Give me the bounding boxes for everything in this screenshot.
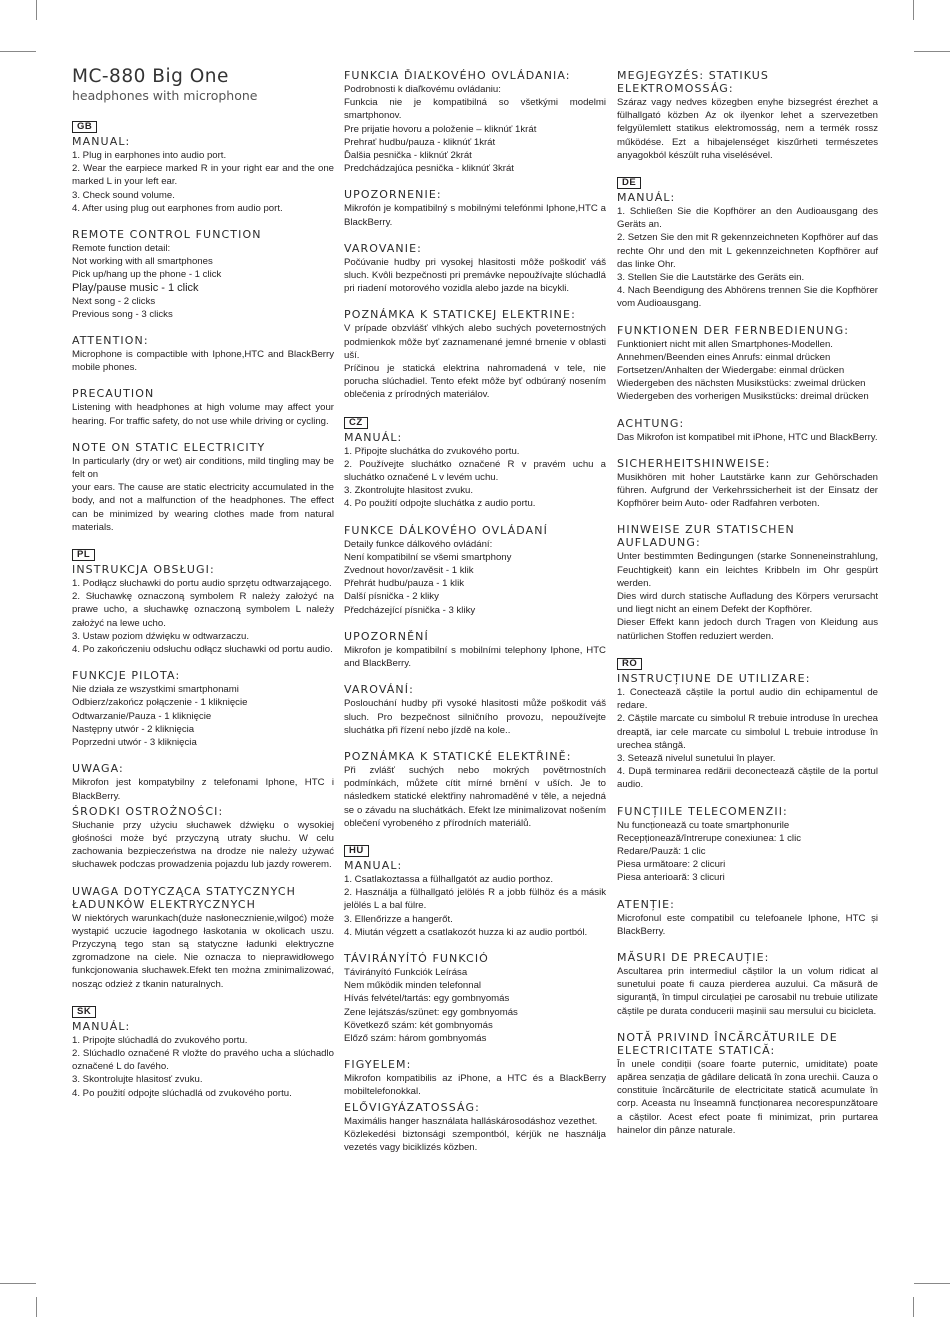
section-heading: UPOZORNENIE: [344, 188, 442, 202]
section-heading: REMOTE CONTROL FUNCTION [72, 228, 262, 242]
language-badge: CZ [344, 417, 368, 429]
section-text: Ďalšia pesnička - kliknúť 2krát [344, 150, 472, 162]
section-text: 2. Słuchawkę oznaczoną symbolem R należy założyć na prawe ucho, a słuchawkę oznaczoną symbolem L należy założyć na lewe ucho. [72, 591, 334, 629]
crop-mark [914, 1283, 950, 1284]
section-text: 3. Zkontrolujte hlasitost zvuku. [344, 485, 474, 497]
section-text: Není kompatibilní se všemi smartphony [344, 551, 512, 563]
section-text: Ascultarea prin intermediul căștilor la un volum ridicat al sunetului poate fi cauza pierderea auzului. Ca măsură de siguranță, în timpul circulației pe carosabil nu trebuie utilizate căștile pe durata conducerii mașinii sau mersului cu bicicleta. [617, 965, 878, 1017]
section [617, 656, 878, 792]
crop-mark [0, 51, 36, 52]
section-text: 1. Schließen Sie die Kopfhörer an den Audioausgang des Geräts an. [617, 206, 878, 231]
section-text-large: Play/pause music - 1 click [72, 281, 199, 294]
section-heading: SICHERHEITSHINWEISE: [617, 456, 771, 470]
section-text: Dies wird durch statische Aufladung des Körpers verursacht und liegt nicht an einem Defekt der Kopfhörer. [617, 591, 878, 616]
section-heading: MANUAL: [344, 858, 403, 872]
section-text: Recepționează/întrerupe conexiunea: 1 clic [617, 832, 801, 844]
section-text: Previous song - 3 clicks [72, 308, 173, 320]
section [72, 228, 334, 321]
section [72, 762, 334, 871]
section [617, 523, 878, 642]
section-text: 3. Ustaw poziom dźwięku w odtwarzaczu. [72, 630, 250, 642]
column-1 [72, 66, 334, 1113]
section-text: Előző szám: három gombnyomás [344, 1032, 487, 1044]
section-heading: UWAGA: [72, 762, 124, 776]
section-text: 3. Stellen Sie die Lautstärke des Geräts ein. [617, 272, 805, 284]
section-text: 1. Csatlakoztassa a fülhallgatót az audio porthoz. [344, 873, 554, 885]
column-3 [617, 69, 878, 1150]
crop-mark [914, 51, 950, 52]
section [344, 1058, 606, 1154]
section-text: 2. Setzen Sie den mit R gekennzeichneten Kopfhörer auf das rechte Ohr und den mit L gekennzeichneten Kopfhörer auf das linke Ohr. [617, 232, 878, 270]
section-text: 1. Připojte sluchátka do zvukového portu. [344, 445, 520, 457]
section-text: Not working with all smartphones [72, 256, 213, 268]
section-text: 2. Wear the earpiece marked R in your right ear and the one marked L in your left ear. [72, 163, 334, 188]
language-badge: HU [344, 845, 369, 857]
section-text: V prípade obzvlášť vlhkých alebo suchých poveternostných podmienkok môže byť zaznamenané jemné brnenie v oblasti uší. [344, 323, 606, 361]
section-heading: FIGYELEM: [344, 1058, 412, 1072]
section-text: 2. Căștile marcate cu simbolul R trebuie introduse în urechea dreaptă, iar cele marcate cu simbolul L trebuie introduse în urechea stângă. [617, 713, 878, 751]
section-text: Předcházející písnička - 3 kliky [344, 604, 476, 616]
section-text: W niektórych warunkach(duże nasłonecznienie,wilgoć) może wystąpić uczucie łagodnego łaskotania w okolicach uszu. Przyczyną tego stan są statyczne ładunki elektryczne zgromadzone na ciele. Nie oznacza to nieprawidłowego funkcjonowania słuchawek.Efekt ten można zminimalizować, nosząc odzież z tkanin naturalnych. [72, 912, 334, 990]
section-heading: FUNKCIA ĎIAĽKOVÉHO OVLÁDANIA: [344, 69, 571, 82]
section-heading: MANUAL: [72, 135, 131, 148]
crop-mark [0, 1283, 36, 1284]
section-text: 1. Podłącz słuchawki do portu audio sprzętu odtwarzającego. [72, 578, 332, 590]
section-heading: ACHTUNG: [617, 416, 685, 430]
section [72, 334, 334, 374]
section-text: Następny utwór - 2 kliknięcia [72, 723, 195, 735]
section [72, 1004, 334, 1100]
section-text: Maximális hanger használata halláskárosodáshoz vezethet. [344, 1115, 598, 1127]
crop-mark [36, 1297, 37, 1317]
section [344, 750, 606, 830]
section-text: Wiedergeben des nächsten Musikstücks: zweimal drücken [617, 378, 866, 390]
section-text: 4. După terminarea redării deconectează căștile de la portul audio. [617, 766, 878, 791]
section-heading: POZNÁMKA K STATICKEJ ELEKTRINE: [344, 308, 576, 322]
section-text: 1. Pripojte slúchadlá do zvukového portu. [72, 1034, 248, 1046]
section [344, 415, 606, 511]
section-text: 2. Používejte sluchátko označené R v pravém uchu a sluchátko označené L v levém uchu. [344, 458, 606, 484]
section [617, 1031, 878, 1137]
section-heading: ŚRODKI OSTROŻNOŚCI: [72, 804, 224, 818]
section-text: Dieser Effekt kann jedoch durch Tragen von Kleidung aus natürlichen Stoffen reduziert werden. [617, 617, 878, 642]
section [72, 547, 334, 656]
section [344, 843, 606, 939]
section [344, 630, 606, 670]
section [617, 175, 878, 311]
section-heading: MANUÁL: [344, 430, 403, 444]
section-text: Wiedergeben des vorherigen Musikstücks: dreimal drücken [617, 391, 869, 403]
section-text: 3. Skontrolujte hlasitosť zvuku. [72, 1074, 203, 1086]
section-text: Funkcia nie je kompatibilná so všetkými modelmi smartphonov. [344, 97, 606, 122]
section-text: Detaily funkce dálkového ovládání: [344, 538, 493, 550]
section-heading: INSTRUKCJA OBSŁUGI: [72, 563, 215, 577]
section-heading: UWAGA DOTYCZĄCA STATYCZNYCH ŁADUNKÓW ELEKTRYCZNYCH [72, 884, 296, 911]
section-heading: HINWEISE ZUR STATISCHEN AUFLADUNG: [617, 523, 795, 550]
section-text: Poprzedni utwór - 3 kliknięcia [72, 737, 197, 749]
language-badge: PL [72, 549, 95, 561]
section [72, 387, 334, 427]
section-text: Microphone is compactible with Iphone,HTC and BlackBerry mobile phones. [72, 349, 334, 374]
section-text: Nu funcționează cu toate smartphonurile [617, 819, 790, 831]
section-text: your ears. The cause are static electricity accumulated in the body, and not a malfunction of the headphones. The effect can be minimized by wearing clothes made from natural materials. [72, 482, 334, 533]
section-text: Piesa următoare: 2 clicuri [617, 859, 726, 871]
section-text: Remote function detail: [72, 243, 171, 255]
section-text: Odtwarzanie/Pauza - 1 kliknięcie [72, 710, 212, 722]
section-text: Mikrofon je kompatibilní s mobilními telephony Iphone, HTC and BlackBerry. [344, 644, 606, 670]
section-text: 4. Miután végzett a csatlakozót huzza ki az audio portból. [344, 926, 588, 938]
section-text: In particularly (dry or wet) air conditions, mild tingling may be felt on [72, 455, 334, 481]
section-text: Predchádzajúca pesnička - kliknúť 3krát [344, 163, 514, 175]
section-text: Távirányító Funkciók Leírása [344, 966, 468, 978]
section [344, 952, 606, 1045]
section-heading: ELŐVIGYÁZATOSSÁG: [344, 1100, 480, 1114]
section-heading: PRECAUTION [72, 387, 155, 401]
section [617, 324, 878, 404]
column-2 [344, 69, 606, 1167]
section [72, 885, 334, 991]
section-heading: MEGJEGYZÉS: STATIKUS ELEKTROMOSSÁG: [617, 69, 769, 95]
section-text: Při zvlášť suchých nebo mokrých povětrnostních podmínkách, můžete cítit mírné brnění v uších. Je to následkem statické elektřiny nahromaděné v těle, a nejedná se o závadu na sluchátkách. Efekt lze minimalizovat nošením oblečení vyrobeného z přírodních materiálů. [344, 764, 606, 829]
crop-mark [913, 0, 914, 20]
section-heading: VAROVANIE: [344, 241, 422, 255]
section-text: Přehrát hudbu/pauza - 1 klik [344, 578, 464, 590]
section-text: Príčinou je statická elektrina nahromadená v tele, nie porucha slúchadiel. Tento efekt môže byť odbúraný nosením oblečenia z prírodných materiálov. [344, 363, 606, 401]
section-text: Zene lejátszás/szünet: egy gombnyomás [344, 1006, 518, 1018]
section [617, 69, 878, 162]
section-text: 3. Ellenőrizze a hangerőt. [344, 913, 453, 925]
section-text: Mikrofon jest kompatybilny z telefonami Iphone, HTC i BlackBerry. [72, 777, 334, 802]
section-text: Podrobnosti k diaľkovému ovládaniu: [344, 84, 501, 95]
section-heading: ATENȚIE: [617, 897, 675, 911]
section-text: Prehrať hudbu/pauza - kliknúť 1krát [344, 136, 496, 148]
section [344, 308, 606, 401]
language-badge: DE [617, 177, 641, 189]
section-text: Nem működik minden telefonnal [344, 980, 482, 992]
language-badge: RO [617, 658, 642, 670]
section-text: Pick up/hang up the phone - 1 click [72, 269, 222, 281]
section-text: Hívás felvétel/tartás: egy gombnyomás [344, 993, 510, 1005]
section-text: 4. Nach Beendigung des Abhörens trennen Sie die Kopfhörer vom Audioausgang. [617, 285, 878, 310]
section-text: 2. Használja a fülhallgató jelölés R a jobb fülhöz és a másik jelölés L a bal fülre. [344, 887, 606, 912]
section-text: Listening with headphones at high volume may affect your hearing. For traffic safety, do not use while driving or cycling. [72, 402, 334, 427]
section-text: Pre prijatie hovoru a položenie – kliknúť 1krát [344, 123, 537, 135]
section-text: 1. Conectează căștile la portul audio din echipamentul de redare. [617, 686, 878, 712]
section [344, 524, 606, 617]
section [344, 69, 606, 175]
section-heading: MĂSURI DE PRECAUȚIE: [617, 950, 770, 964]
section-heading: POZNÁMKA K STATICKÉ ELEKTŘINĚ: [344, 749, 572, 763]
section [617, 805, 878, 885]
section-text: Piesa anterioară: 3 clicuri [617, 872, 725, 884]
section [617, 457, 878, 511]
section-text: Közlekedési biztonsági szempontból, kérjük ne használja vezetés vagy biciklizés közben. [344, 1128, 606, 1153]
section-text: Microfonul este compatibil cu telefoanele Iphone, HTC și BlackBerry. [617, 912, 878, 937]
product-title: MC-880 Big One [72, 66, 229, 87]
section-text: 4. Po zakończeniu odsłuchu odłącz słuchawki od portu audio. [72, 644, 333, 656]
section-text: Unter bestimmten Bedingungen (starke Sonneneinstrahlung, Feuchtigkeit) kann ein leichtes Kribbeln im Ohr gespürt werden. [617, 551, 878, 589]
section [344, 242, 606, 296]
section-text: Next song - 2 clicks [72, 295, 156, 307]
section-text: Mikrofon kompatibilis az iPhone, a HTC és a BlackBerry mobiltelefonokkal. [344, 1073, 606, 1098]
section-text: Odbierz/zakończ połączenie - 1 kliknięcie [72, 697, 248, 709]
section-text: Annehmen/Beenden eines Anrufs: einmal drücken [617, 351, 831, 363]
section-text: Słuchanie przy użyciu słuchawek dźwięku o wysokiej głośności może być przyczyną utraty słuchu. W celu zachowania bezpieczeństwa na drodze nie należy używać słuchawek podczas prowadzenia pojazdu lub jazdy rowerem. [72, 819, 334, 871]
section-heading: ATTENTION: [72, 334, 149, 348]
crop-mark [913, 1297, 914, 1317]
section-heading: INSTRUCȚIUNE DE UTILIZARE: [617, 671, 811, 685]
language-badge: GB [72, 121, 97, 133]
section-text: Száraz vagy nedves közegben enyhe bizsegrést érezhet a fülhallgató közben Az ok ilyenkor lehet a szervezetben felgyülemlett statikus elektromosság, nem a termék rossz működése. Ezt a hibajelenséget kiszűrheti természetes anyagokból készült ruha viselésével. [617, 97, 878, 161]
section-text: 2. Slúchadlo označené R vložte do pravého ucha a slúchadlo označené L do ľavého. [72, 1047, 334, 1073]
section-text: În unele condiții (soare foarte puternic, umiditate) poate apărea senzația de gâdilare delicată în zona urechii. Cauza o constituie încărcăturile de electricitate statică acumulate în corp. Aceasta nu înseamnă funcționarea necorespunzătoare a căștilor. Acest efect poate fi minimizat, prin purtarea hainelor din pânze naturale. [617, 1058, 878, 1136]
section-heading: FUNCȚIILE TELECOMENZII: [617, 804, 788, 818]
section-heading: FUNKTIONEN DER FERNBEDIENUNG: [617, 323, 849, 337]
section-text: Das Mikrofon ist kompatibel mit iPhone, HTC und BlackBerry. [617, 431, 878, 443]
section-heading: FUNKCJE PILOTA: [72, 669, 181, 683]
section-heading: TÁVIRÁNYÍTÓ FUNKCIÓ [344, 951, 489, 965]
section [344, 188, 606, 228]
language-badge: SK [72, 1006, 96, 1018]
section-heading: MANUÁL: [72, 1019, 131, 1033]
section [72, 669, 334, 749]
section-text: 1. Plug in earphones into audio port. [72, 150, 227, 161]
section-text: Poslouchání hudby při vysoké hlasitosti může poškodit váš sluch. Pro bezpečnost silničního provozu, nepoužívejte sluchátka při řízení nebo jízdě na kole.. [344, 698, 606, 736]
section-text: Mikrofón je kompatibilný s mobilnými telefónmi Iphone,HTC a BlackBerry. [344, 203, 606, 228]
section [72, 441, 334, 534]
section-heading: NOTE ON STATIC ELECTRICITY [72, 440, 266, 454]
section-text: Nie działa ze wszystkimi smartphonami [72, 684, 239, 696]
section-text: 4. After using plug out earphones from audio port. [72, 202, 283, 214]
section-heading: FUNKCE DÁLKOVÉHO OVLÁDANÍ [344, 523, 548, 537]
section-text: Počúvanie hudby pri vysokej hlasitosti môže poškodiť váš sluch. Kvôli bezpečnosti pri premávke nepoužívajte slúchadlá pri riadení motorového vozidla alebo jazde na bicykli. [344, 256, 606, 295]
section-text: Musikhören mit hoher Lautstärke kann zur Gehörschaden führen. Aufgrund der Verkehrssicherheit ist der Einsatz der Kopfhörer beim Auto- oder Radfahren verboten. [617, 471, 878, 510]
section-text: 4. Po použití odpojte sluchátka z audio portu. [344, 498, 536, 510]
crop-mark [36, 0, 37, 20]
section [617, 417, 878, 444]
section-text: Zvednout hovor/zavěsit - 1 klik [344, 565, 474, 577]
section-text: Další písnička - 2 kliky [344, 591, 439, 603]
section-text: 3. Setează nivelul sunetului în player. [617, 752, 776, 764]
section-heading: UPOZORNĚNÍ [344, 629, 429, 643]
section [617, 951, 878, 1018]
section-text: Fortsetzen/Anhalten der Wiedergabe: einmal drücken [617, 365, 845, 377]
section [72, 119, 334, 215]
product-subtitle: headphones with microphone [72, 88, 258, 103]
section-text: Funktioniert nicht mit allen Smartphones-Modellen. [617, 338, 833, 350]
section [344, 683, 606, 737]
section [617, 898, 878, 938]
section-heading: MANUÁL: [617, 191, 676, 205]
section-heading: VAROVÁNÍ: [344, 683, 414, 697]
section-text: 3. Check sound volume. [72, 189, 175, 201]
section-text: Következő szám: két gombnyomás [344, 1019, 493, 1031]
section-heading: NOTĂ PRIVIND ÎNCĂRCĂTURILE DE ELECTRICITATE STATICĂ: [617, 1030, 838, 1057]
section-text: Redare/Pauză: 1 clic [617, 845, 706, 857]
section-text: 4. Po použití odpojte slúchadlá od zvukového portu. [72, 1087, 292, 1099]
